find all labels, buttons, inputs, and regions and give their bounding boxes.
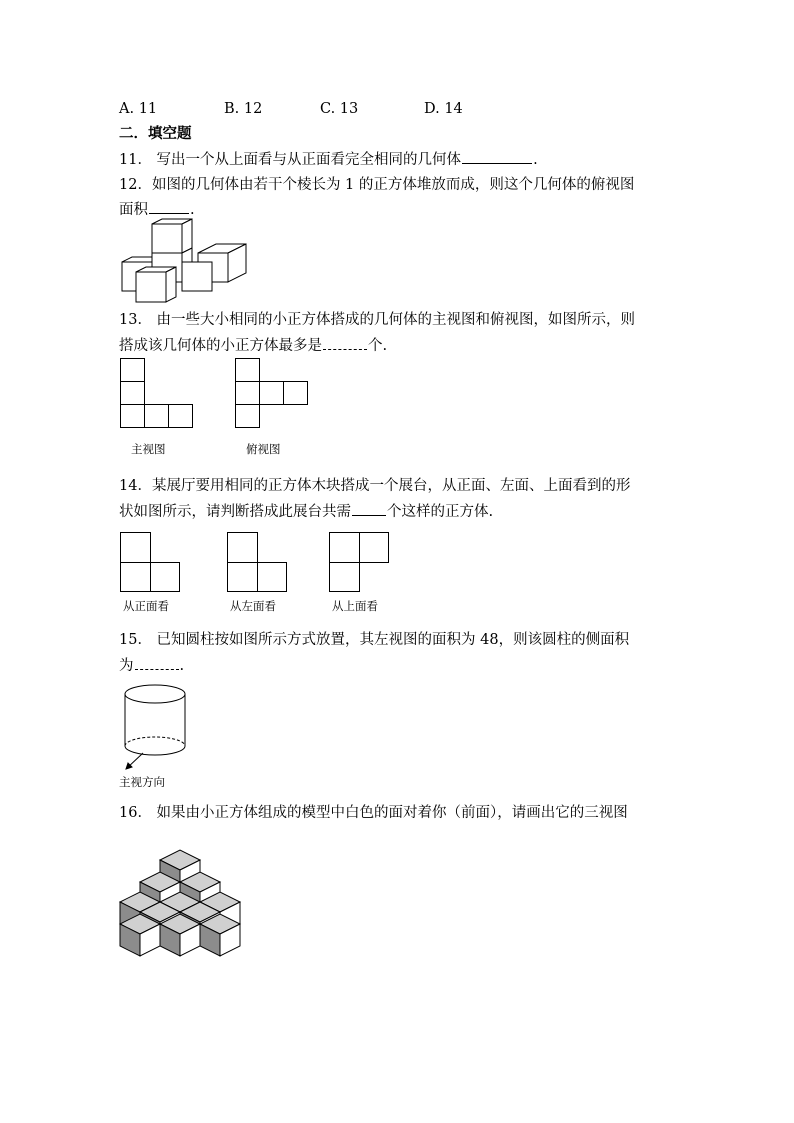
q14-line2-pre: 状如图所示，请判断搭成此展台共需: [119, 504, 351, 520]
option-d: D. 14: [424, 101, 463, 117]
q12-line2-post: .: [190, 202, 195, 218]
question-11: [119, 149, 538, 170]
q16-cube-pyramid: [118, 850, 243, 955]
q14-front-view: [120, 532, 182, 594]
q12-cube-figure: [118, 218, 253, 306]
q14-line1: 14．某展厅要用相同的正方体木块搭成一个展台，从正面、左面、上面看到的形: [119, 478, 631, 494]
q14-cap-left: 从左面看: [230, 599, 276, 613]
q12-line1: 12．如图的几何体由若干个棱长为 1 的正方体堆放而成，则这个几何体的俯视图: [119, 177, 635, 193]
section-title: 二．填空题: [119, 125, 192, 142]
q15-line2-post: .: [179, 658, 185, 674]
q12-blank[interactable]: [149, 199, 189, 214]
q13-line2-post: 个.: [368, 338, 388, 354]
q14-cap-front: 从正面看: [123, 599, 169, 613]
q13-line2-pre: 搭成该几何体的小正方体最多是: [119, 338, 322, 354]
q14-top-view: [329, 532, 391, 594]
q13-top-view: [235, 358, 311, 430]
q12-line2: [119, 199, 195, 220]
q13-blank[interactable]: [323, 335, 367, 350]
q13-line1: 13． 由一些大小相同的小正方体搭成的几何体的主视图和俯视图，如图所示，则: [119, 312, 636, 328]
q12-line2-pre: 面积: [119, 202, 148, 218]
q14-line2: [119, 501, 493, 522]
q13-line2: [119, 335, 387, 356]
q15-line2-pre: 为: [119, 658, 134, 674]
q14-cap-top: 从上面看: [332, 599, 378, 613]
q14-line2-post: 个这样的正方体.: [387, 504, 494, 520]
option-b: B. 12: [224, 101, 263, 117]
q13-cap-front: 主视图: [131, 442, 166, 456]
q13-cap-top: 俯视图: [246, 442, 281, 456]
q15-line2: [119, 655, 184, 676]
q11-blank[interactable]: [462, 149, 532, 164]
option-a: A. 11: [119, 101, 158, 117]
q15-cylinder-figure: [118, 683, 198, 775]
option-c: C. 13: [320, 101, 359, 117]
q15-blank[interactable]: [135, 655, 179, 670]
q14-blank[interactable]: [352, 501, 386, 516]
q16-text: 16． 如果由小正方体组成的模型中白色的面对着你（前面），请画出它的三视图: [119, 805, 628, 821]
q15-line1: 15． 已知圆柱按如图所示方式放置，其左视图的面积为 48，则该圆柱的侧面积: [119, 632, 630, 648]
q13-front-view: [120, 358, 196, 430]
q11-tail: .: [533, 152, 538, 168]
q15-cap-direction: 主视方向: [119, 775, 165, 789]
q11-text: 11． 写出一个从上面看与从正面看完全相同的几何体: [119, 152, 462, 168]
q14-left-view: [227, 532, 289, 594]
